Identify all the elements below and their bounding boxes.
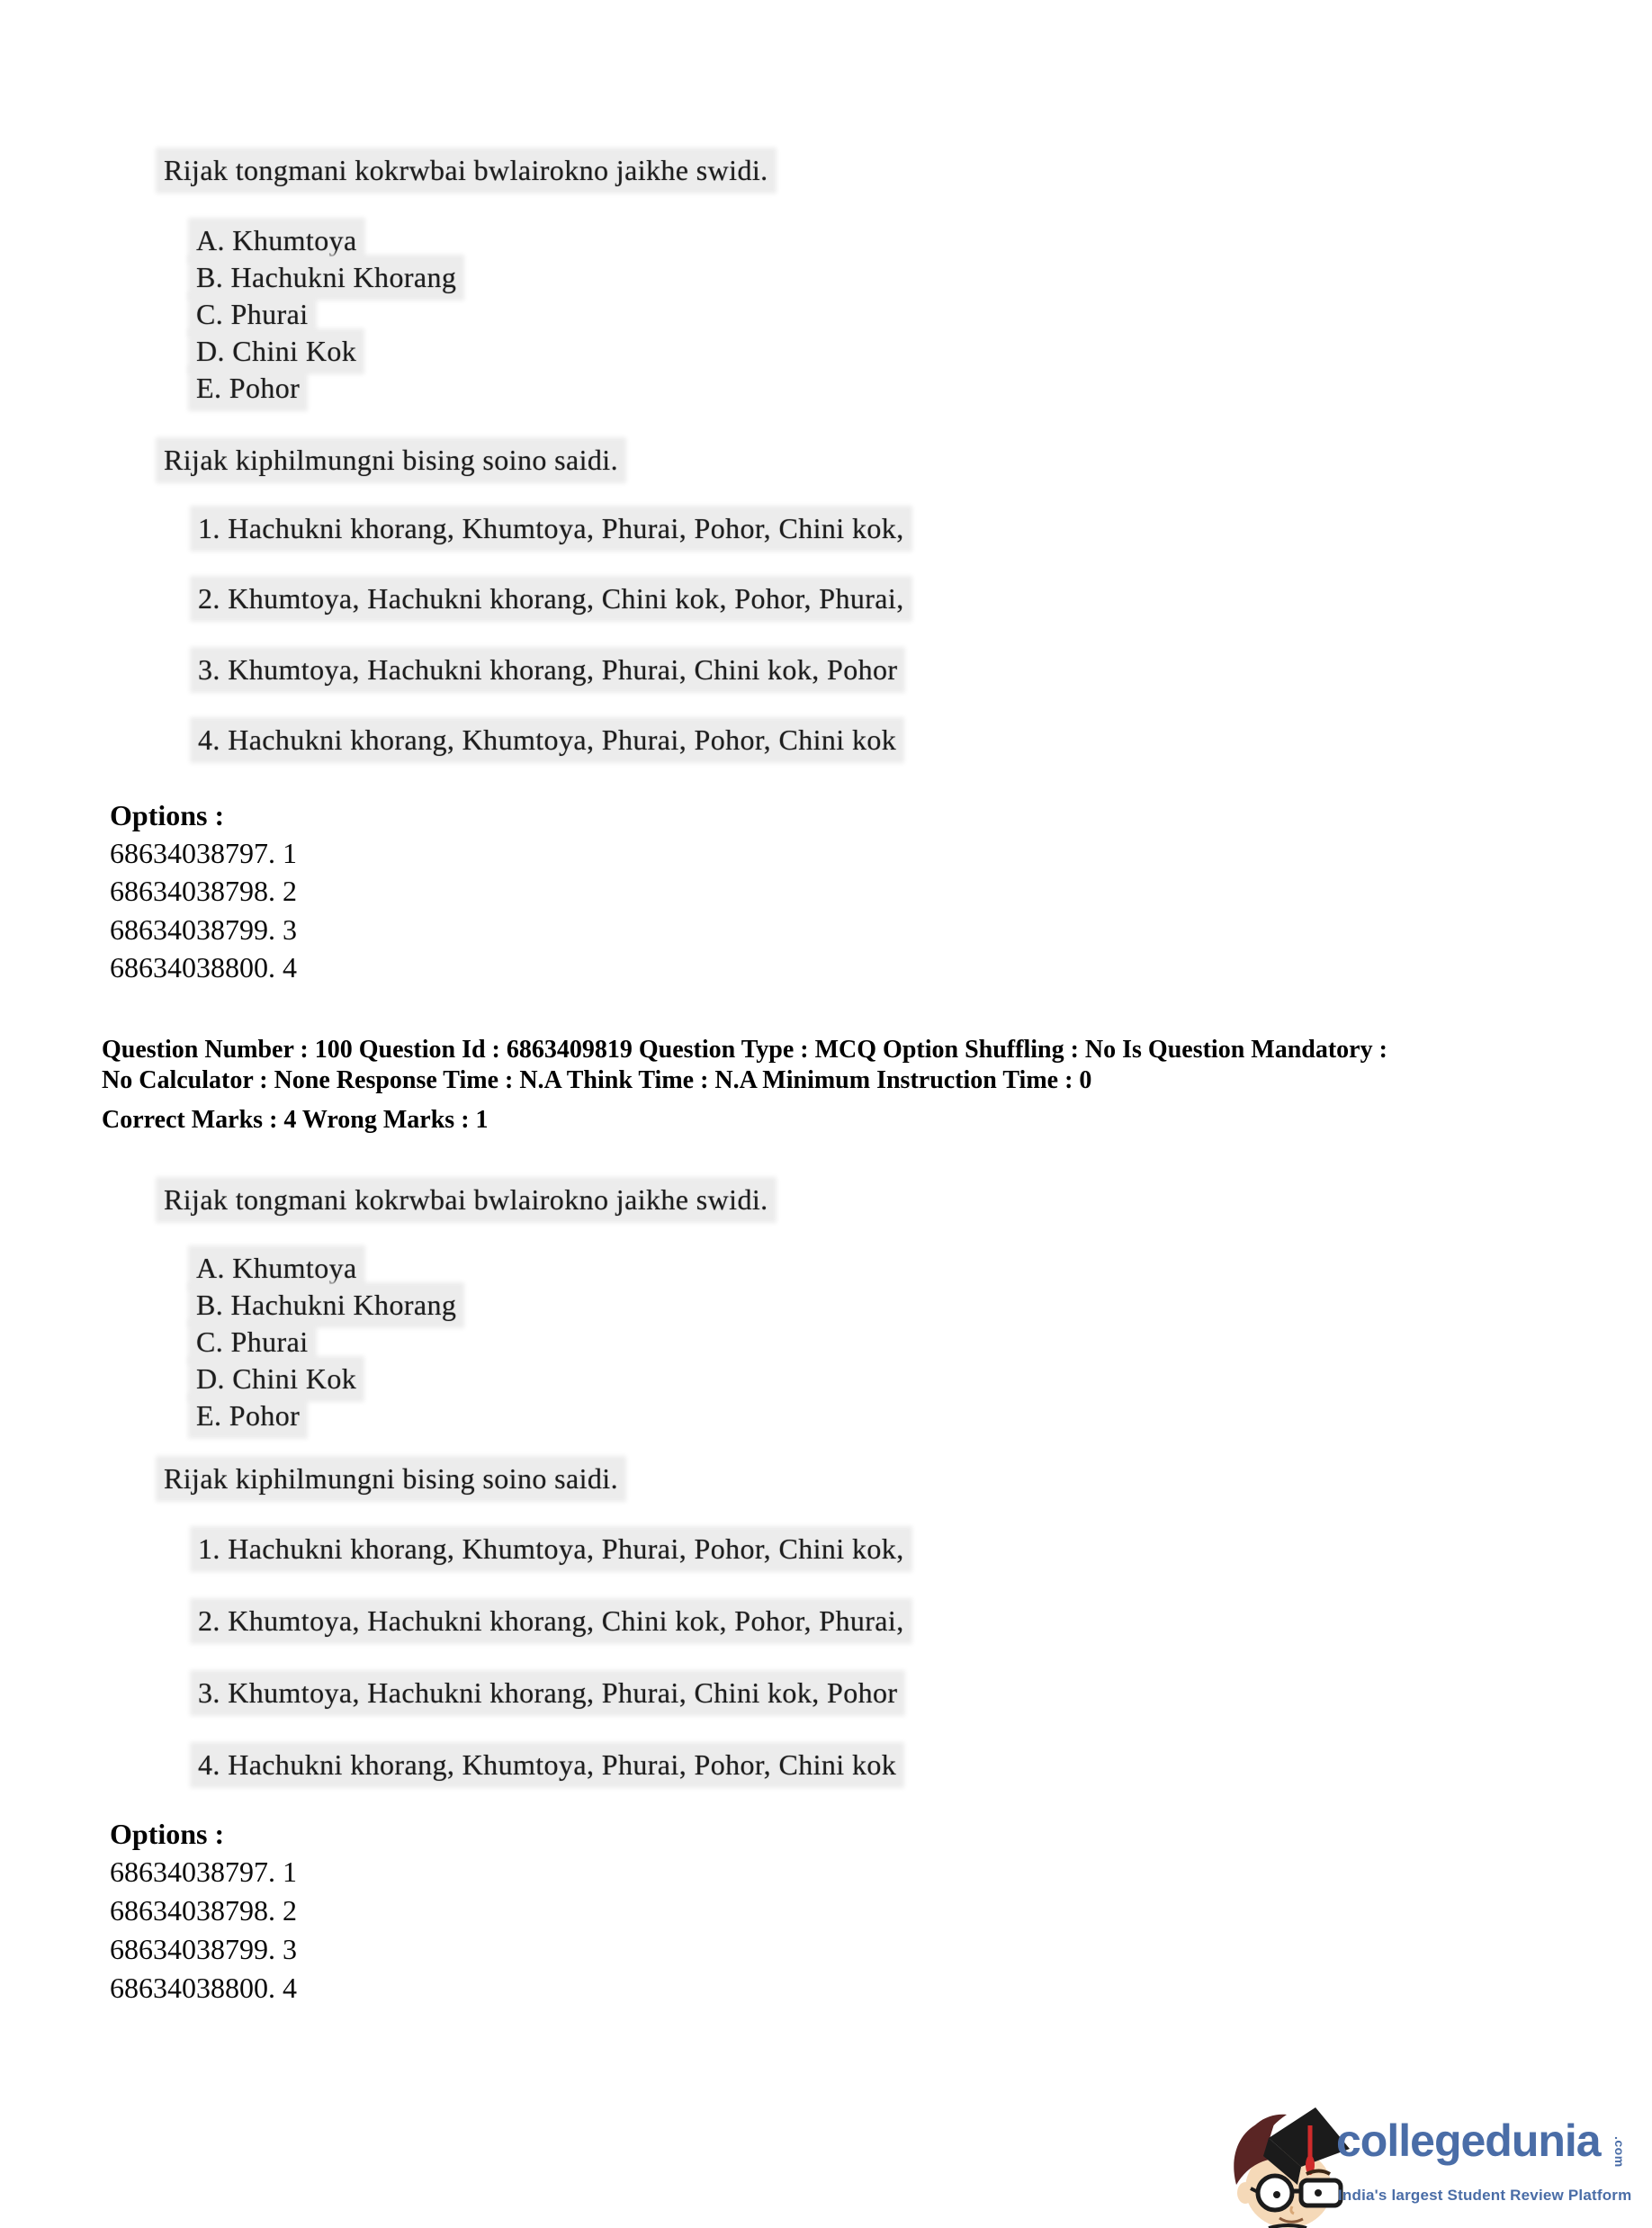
question-prompt [159,151,773,190]
brand-tagline: India's largest Student Review Platform [1338,2187,1632,2204]
choice-item: B. Hachukni Khorang [192,1286,461,1325]
question-prompt: Rijak kiphilmungni bising soino saidi. [159,1460,623,1498]
meta-marks: Correct Marks : 4 Wrong Marks : 1 [102,1106,489,1134]
choice-item: B. Hachukni Khorang [192,258,461,297]
sequence-item: 3. Khumtoya, Hachukni khorang, Phurai, Chini kok, Pohor [193,1674,902,1712]
choice-item: D. Chini Kok [192,332,361,371]
brand-domain-suffix: .com [1612,2136,1627,2168]
meta-line-1: Question Number : 100 Question Id : 6863409819 Question Type : MCQ Option Shuffling : No Is Question Mandatory : [102,1036,1387,1064]
question-prompt: Rijak tongmani kokrwbai bwlairokno jaikhe swidi. [159,1181,773,1219]
question-prompt: Rijak kiphilmungni bising soino saidi. [159,441,623,480]
option-row: 68634038799. 3 [110,1933,297,1965]
options-heading: Options : [110,799,225,831]
sequence-item: 4. Hachukni khorang, Khumtoya, Phurai, Pohor, Chini kok [193,721,901,759]
sequence-item: 3. Khumtoya, Hachukni khorang, Phurai, Chini kok, Pohor [193,651,902,689]
choice-item: A. Khumtoya [192,1249,362,1288]
option-row: 68634038800. 4 [110,1972,297,2004]
student-mascot-icon [1224,2100,1350,2228]
sequence-item: 1. Hachukni khorang, Khumtoya, Phurai, Pohor, Chini kok, [193,1530,909,1568]
meta-line-2: No Calculator : None Response Time : N.A Think Time : N.A Minimum Instruction Time : 0 [102,1066,1092,1094]
choice-item: A. Khumtoya [192,221,362,260]
choice-item: C. Phurai [192,1323,313,1361]
sequence-item: 2. Khumtoya, Hachukni khorang, Chini kok, Pohor, Phurai, [193,579,909,618]
brand-wordmark: collegedunia [1336,2116,1601,2166]
option-row: 68634038797. 1 [110,837,297,869]
option-row: 68634038797. 1 [110,1855,297,1888]
sequence-item: 1. Hachukni khorang, Khumtoya, Phurai, Pohor, Chini kok, [193,509,909,548]
choice-item: E. Pohor [192,369,304,408]
question-meta [102,1035,1613,1096]
choice-item: E. Pohor [192,1397,304,1435]
option-row: 68634038799. 3 [110,913,297,946]
collegedunia-logo[interactable] [1224,2097,1647,2228]
choice-item: C. Phurai [192,295,313,334]
choice-item: D. Chini Kok [192,1360,361,1398]
option-row: 68634038798. 2 [110,1894,297,1927]
option-row: 68634038800. 4 [110,951,297,984]
sequence-item: 4. Hachukni khorang, Khumtoya, Phurai, Pohor, Chini kok [193,1746,901,1784]
options-heading: Options : [110,1818,225,1850]
option-row: 68634038798. 2 [110,875,297,907]
sequence-item: 2. Khumtoya, Hachukni khorang, Chini kok, Pohor, Phurai, [193,1602,909,1640]
question-prompt-text: Rijak tongmani kokrwbai bwlairokno jaikhe swidi. [159,151,773,190]
